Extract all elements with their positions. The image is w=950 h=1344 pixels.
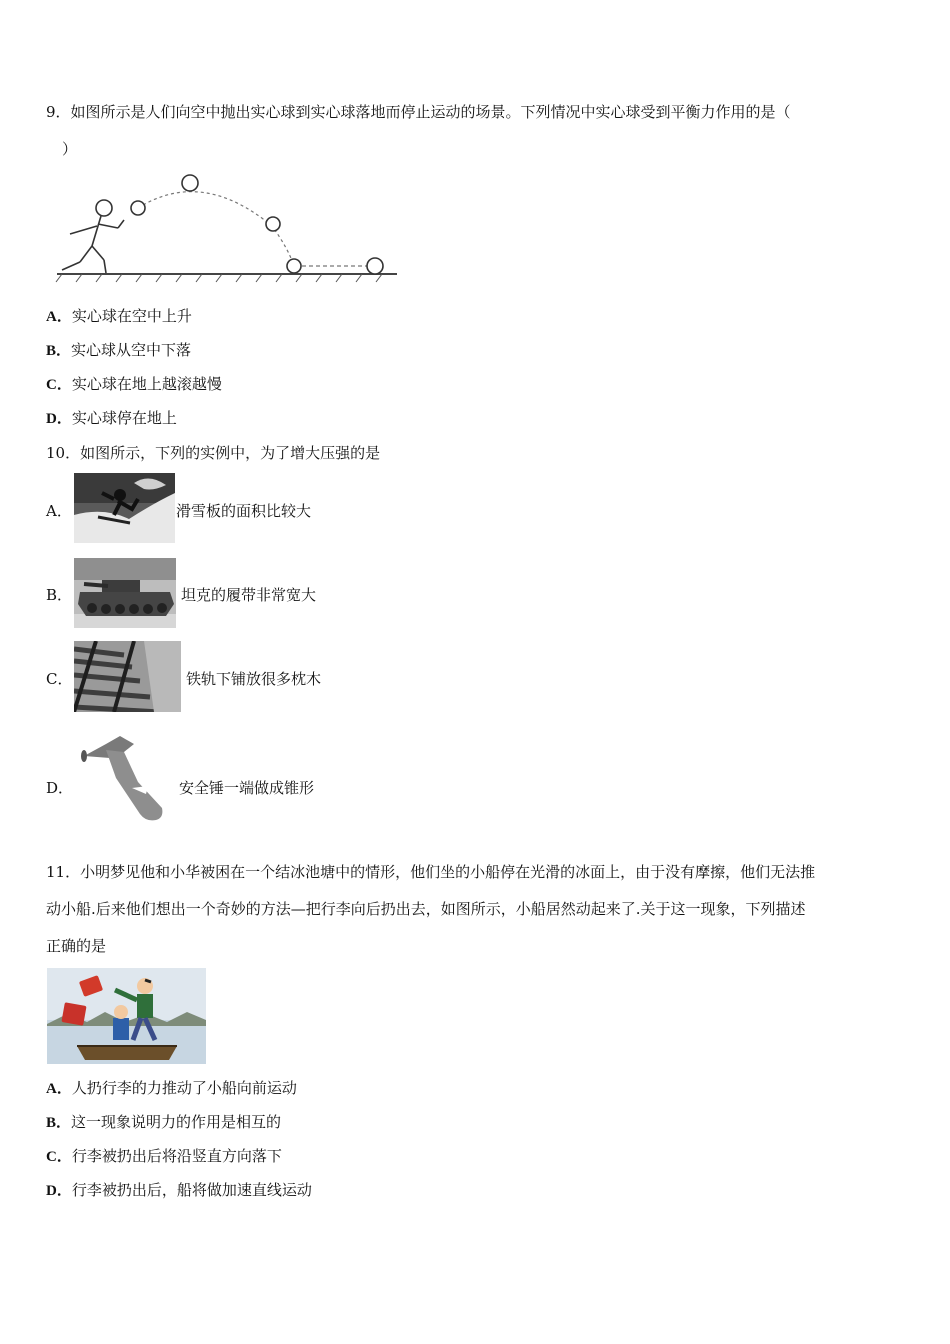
q9-option-a: A．实心球在空中上升	[46, 307, 192, 325]
q11-option-c: C．行李被扔出后将沿竖直方向落下	[46, 1147, 282, 1165]
q9-shot-put-figure	[52, 170, 402, 288]
q11-stem-line3: 正确的是	[46, 937, 107, 955]
q10-option-c-text: 铁轨下铺放很多枕木	[186, 670, 322, 688]
q11-option-d: D．行李被扔出后，船将做加速直线运动	[46, 1181, 312, 1199]
q11-stem-line1: 11．小明梦见他和小华被困在一个结冰池塘中的情形，他们坐的小船停在光滑的冰面上，由于没有摩擦，他们无法推	[46, 863, 816, 881]
q10-option-d-label: D．	[46, 779, 74, 797]
q10-stem: 10．如图所示，下列的实例中，为了增大压强的是	[46, 444, 381, 462]
boat-luggage-illustration	[47, 968, 206, 1064]
q10-option-a-text: 滑雪板的面积比较大	[176, 502, 312, 520]
q11-stem-line2: 动小船.后来他们想出一个奇妙的方法—把行李向后扔出去，如图所示，小船居然动起来了.关于这一现象，下列描述	[46, 900, 806, 918]
q9-stem-line2: ）	[62, 140, 78, 158]
safety-hammer-photo	[76, 728, 176, 824]
q10-option-b-label: B．	[46, 586, 73, 604]
q11-option-b: B．这一现象说明力的作用是相互的	[46, 1113, 282, 1131]
q9-option-c: C．实心球在地上越滚越慢	[46, 375, 222, 393]
q9-stem-line1: 9．如图所示是人们向空中抛出实心球到实心球落地而停止运动的场景。下列情况中实心球受到平衡力作用的是（	[46, 103, 791, 121]
q10-option-c-label: C．	[46, 670, 73, 688]
q10-option-b-text: 坦克的履带非常宽大	[181, 586, 317, 604]
snowboard-photo	[74, 473, 175, 543]
tank-photo	[74, 558, 176, 628]
railway-photo	[74, 641, 181, 712]
q9-option-d: D．实心球停在地上	[46, 409, 177, 427]
q11-option-a: A．人扔行李的力推动了小船向前运动	[46, 1079, 297, 1097]
q10-option-a-label: A．	[46, 502, 72, 520]
q10-option-d-text: 安全锤一端做成锥形	[179, 779, 315, 797]
q9-option-b: B．实心球从空中下落	[46, 341, 192, 359]
